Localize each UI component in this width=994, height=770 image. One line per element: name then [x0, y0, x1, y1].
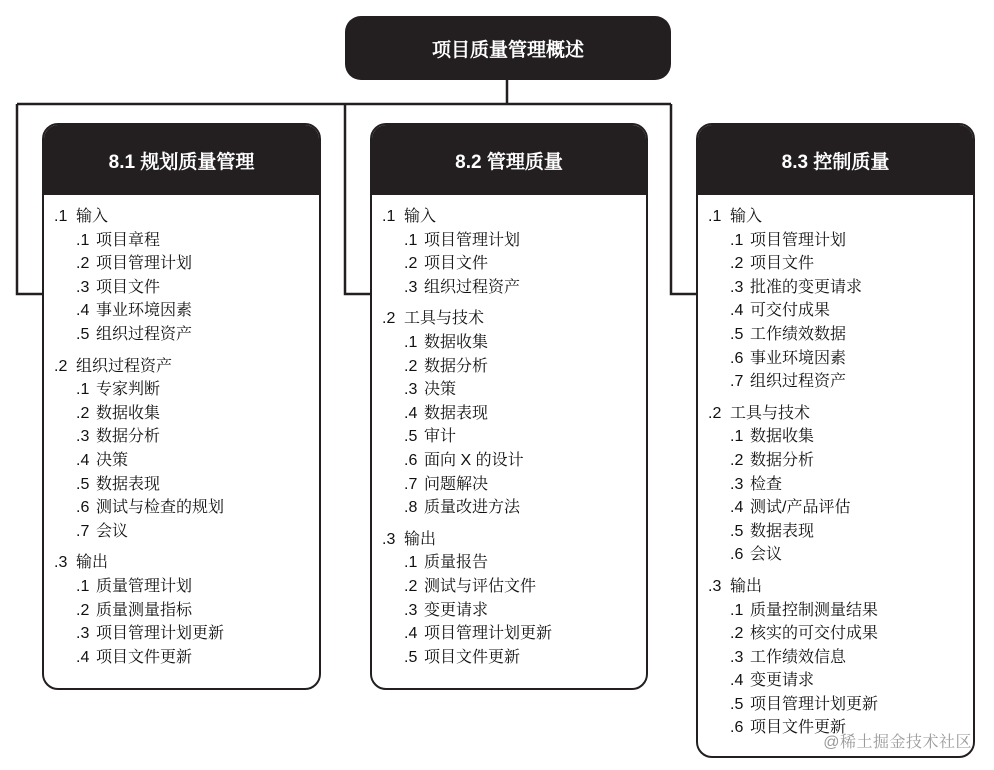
card-body [44, 195, 319, 669]
group-heading [708, 402, 973, 426]
group-label: 组织过程资产 [76, 357, 173, 375]
item-label: 项目文件更新 [96, 648, 193, 666]
process-card-2 [370, 123, 648, 690]
process-card-1 [42, 123, 321, 690]
group-section [708, 575, 973, 740]
list-item [382, 276, 646, 300]
item-label: 变更请求 [750, 672, 815, 690]
item-number: .2 [404, 577, 418, 595]
item-number: .3 [404, 381, 418, 399]
list-item [382, 229, 646, 253]
item-label: 工作绩效信息 [750, 648, 847, 666]
list-item [382, 575, 646, 599]
item-number: .2 [730, 625, 744, 643]
item-label: 工作绩效数据 [750, 325, 847, 343]
item-label: 会议 [750, 546, 783, 564]
item-number: .3 [730, 278, 744, 296]
card-header [44, 125, 319, 195]
list-item [54, 599, 319, 623]
item-number: .5 [404, 428, 418, 446]
list-item [708, 347, 973, 371]
group-heading [708, 205, 973, 229]
process-card-3 [696, 123, 975, 758]
group-number: .2 [382, 310, 396, 328]
item-label: 面向 X 的设计 [424, 451, 524, 469]
list-item [54, 425, 319, 449]
list-item [54, 496, 319, 520]
item-number: .2 [730, 255, 744, 273]
item-number: .2 [76, 601, 90, 619]
item-label: 项目文件更新 [750, 719, 847, 737]
group-section [54, 355, 319, 544]
item-number: .3 [76, 428, 90, 446]
item-number: .1 [404, 231, 418, 249]
item-number: .7 [404, 475, 418, 493]
item-number: .3 [730, 648, 744, 666]
item-label: 组织过程资产 [424, 278, 521, 296]
list-item [54, 276, 319, 300]
group-section [708, 205, 973, 394]
item-label: 数据表现 [96, 475, 161, 493]
item-number: .2 [404, 255, 418, 273]
group-number: .1 [382, 208, 396, 225]
item-label: 质量测量指标 [96, 601, 193, 619]
item-label: 测试与评估文件 [424, 577, 537, 595]
item-label: 数据收集 [750, 428, 815, 446]
group-label: 工具与技术 [730, 404, 811, 422]
group-section [54, 205, 319, 347]
item-number: .4 [76, 302, 90, 320]
item-number: .1 [404, 554, 418, 572]
item-number: .7 [730, 373, 744, 391]
list-item [54, 473, 319, 497]
list-item [54, 646, 319, 670]
list-item [382, 622, 646, 646]
item-label: 数据收集 [96, 404, 161, 422]
group-number: .3 [54, 554, 68, 572]
group-number: .3 [382, 530, 396, 548]
item-number: .1 [76, 381, 90, 399]
item-label: 测试/产品评估 [750, 499, 851, 517]
group-number: .1 [708, 208, 722, 225]
group-section [708, 402, 973, 567]
item-label: 质量改进方法 [424, 499, 521, 517]
list-item [708, 229, 973, 253]
item-number: .4 [730, 302, 744, 320]
item-label: 项目管理计划更新 [424, 625, 553, 643]
item-number: .1 [76, 231, 90, 249]
card-title: 8.2 管理质量 [455, 151, 563, 173]
list-item [382, 496, 646, 520]
list-item [708, 299, 973, 323]
item-label: 组织过程资产 [750, 373, 847, 391]
watermark: @稀土掘金技术社区 [823, 734, 972, 751]
item-label: 测试与检查的规划 [96, 499, 225, 517]
item-number: .3 [730, 475, 744, 493]
item-number: .7 [76, 522, 90, 540]
item-label: 数据表现 [424, 404, 489, 422]
item-label: 组织过程资产 [96, 325, 193, 343]
list-item [382, 425, 646, 449]
list-item [382, 449, 646, 473]
list-item [708, 520, 973, 544]
list-item [708, 370, 973, 394]
item-label: 数据表现 [750, 522, 815, 540]
root-title: 项目质量管理概述 [431, 39, 584, 61]
item-number: .3 [76, 278, 90, 296]
item-number: .4 [404, 625, 418, 643]
item-number: .4 [404, 404, 418, 422]
item-label: 批准的变更请求 [750, 278, 863, 296]
item-label: 项目管理计划 [96, 255, 193, 273]
item-label: 项目管理计划更新 [750, 695, 879, 713]
item-label: 事业环境因素 [750, 349, 847, 367]
group-label: 输入 [76, 208, 109, 225]
item-number: .1 [730, 428, 744, 446]
list-item [708, 276, 973, 300]
item-number: .1 [404, 333, 418, 351]
list-item [382, 355, 646, 379]
item-label: 专家判断 [96, 381, 161, 399]
group-heading [54, 205, 319, 229]
group-number: .1 [54, 208, 68, 225]
item-label: 项目管理计划 [750, 231, 847, 249]
item-label: 数据分析 [424, 357, 489, 375]
item-label: 项目管理计划 [424, 231, 521, 249]
item-number: .1 [730, 601, 744, 619]
list-item [54, 299, 319, 323]
list-item [708, 252, 973, 276]
item-number: .6 [730, 719, 744, 737]
list-item [382, 252, 646, 276]
item-label: 质量控制测量结果 [750, 601, 879, 619]
item-number: .5 [730, 522, 744, 540]
item-label: 数据收集 [424, 333, 489, 351]
item-label: 项目文件更新 [424, 648, 521, 666]
group-label: 输出 [730, 577, 763, 595]
group-label: 输出 [404, 530, 437, 548]
list-item [708, 669, 973, 693]
item-label: 审计 [424, 428, 457, 446]
item-label: 质量管理计划 [96, 577, 193, 595]
group-heading [54, 355, 319, 379]
list-item [708, 449, 973, 473]
item-label: 项目章程 [96, 231, 161, 249]
item-number: .6 [730, 546, 744, 564]
list-item [54, 229, 319, 253]
group-heading [382, 528, 646, 552]
list-item [708, 473, 973, 497]
item-number: .4 [76, 451, 90, 469]
item-number: .2 [76, 255, 90, 273]
connector-col-2 [345, 104, 371, 294]
list-item [708, 323, 973, 347]
item-number: .1 [730, 231, 744, 249]
group-label: 输入 [730, 208, 763, 225]
list-item [708, 693, 973, 717]
list-item [708, 599, 973, 623]
group-heading [54, 551, 319, 575]
group-section [382, 307, 646, 519]
list-item [54, 378, 319, 402]
item-label: 项目文件 [424, 255, 489, 273]
item-number: .6 [730, 349, 744, 367]
item-label: 核实的可交付成果 [750, 625, 879, 643]
item-number: .3 [404, 601, 418, 619]
card-header [372, 125, 646, 195]
list-item [54, 520, 319, 544]
group-number: .3 [708, 577, 722, 595]
item-number: .3 [404, 278, 418, 296]
item-number: .5 [76, 475, 90, 493]
group-number: .2 [708, 404, 722, 422]
list-item [708, 543, 973, 567]
list-item [54, 402, 319, 426]
item-number: .8 [404, 499, 418, 517]
list-item [54, 449, 319, 473]
item-label: 数据分析 [750, 451, 815, 469]
item-label: 可交付成果 [750, 302, 831, 320]
list-item [54, 252, 319, 276]
list-item [708, 496, 973, 520]
item-label: 问题解决 [424, 475, 489, 493]
list-item [708, 425, 973, 449]
item-label: 项目文件 [96, 278, 161, 296]
group-heading [382, 307, 646, 331]
connector-col-3 [671, 104, 697, 294]
item-number: .5 [404, 648, 418, 666]
item-number: .4 [730, 672, 744, 690]
item-number: .2 [76, 404, 90, 422]
item-label: 检查 [750, 475, 783, 493]
item-number: .5 [730, 325, 744, 343]
card-title: 8.1 规划质量管理 [108, 151, 255, 173]
item-label: 质量报告 [424, 554, 489, 572]
list-item [382, 473, 646, 497]
list-item [382, 551, 646, 575]
group-label: 输出 [76, 554, 109, 572]
list-item [54, 575, 319, 599]
group-label: 输入 [404, 208, 437, 225]
item-number: .4 [730, 499, 744, 517]
item-number: .5 [730, 695, 744, 713]
item-label: 决策 [96, 451, 129, 469]
list-item [382, 402, 646, 426]
group-section [382, 205, 646, 299]
item-label: 事业环境因素 [96, 302, 193, 320]
item-label: 项目管理计划更新 [96, 625, 225, 643]
item-number: .2 [730, 451, 744, 469]
item-number: .3 [76, 625, 90, 643]
list-item [382, 331, 646, 355]
card-header [698, 125, 973, 195]
card-body [372, 195, 646, 669]
item-label: 决策 [424, 381, 457, 399]
list-item [54, 622, 319, 646]
item-label: 数据分析 [96, 428, 161, 446]
card-body [698, 195, 973, 740]
list-item [708, 622, 973, 646]
item-label: 会议 [96, 522, 129, 540]
item-number: .4 [76, 648, 90, 666]
group-heading [382, 205, 646, 229]
list-item [382, 646, 646, 670]
group-heading [708, 575, 973, 599]
list-item [382, 599, 646, 623]
list-item [708, 646, 973, 670]
connector-col-1 [17, 104, 43, 294]
item-label: 项目文件 [750, 255, 815, 273]
item-number: .1 [76, 577, 90, 595]
group-label: 工具与技术 [404, 310, 485, 328]
card-title: 8.3 控制质量 [781, 151, 890, 173]
list-item [382, 378, 646, 402]
item-number: .2 [404, 357, 418, 375]
item-label: 变更请求 [424, 601, 489, 619]
list-item [54, 323, 319, 347]
root-node [345, 16, 671, 80]
item-number: .6 [76, 499, 90, 517]
group-number: .2 [54, 357, 68, 375]
item-number: .6 [404, 451, 418, 469]
item-number: .5 [76, 325, 90, 343]
group-section [382, 528, 646, 670]
group-section [54, 551, 319, 669]
